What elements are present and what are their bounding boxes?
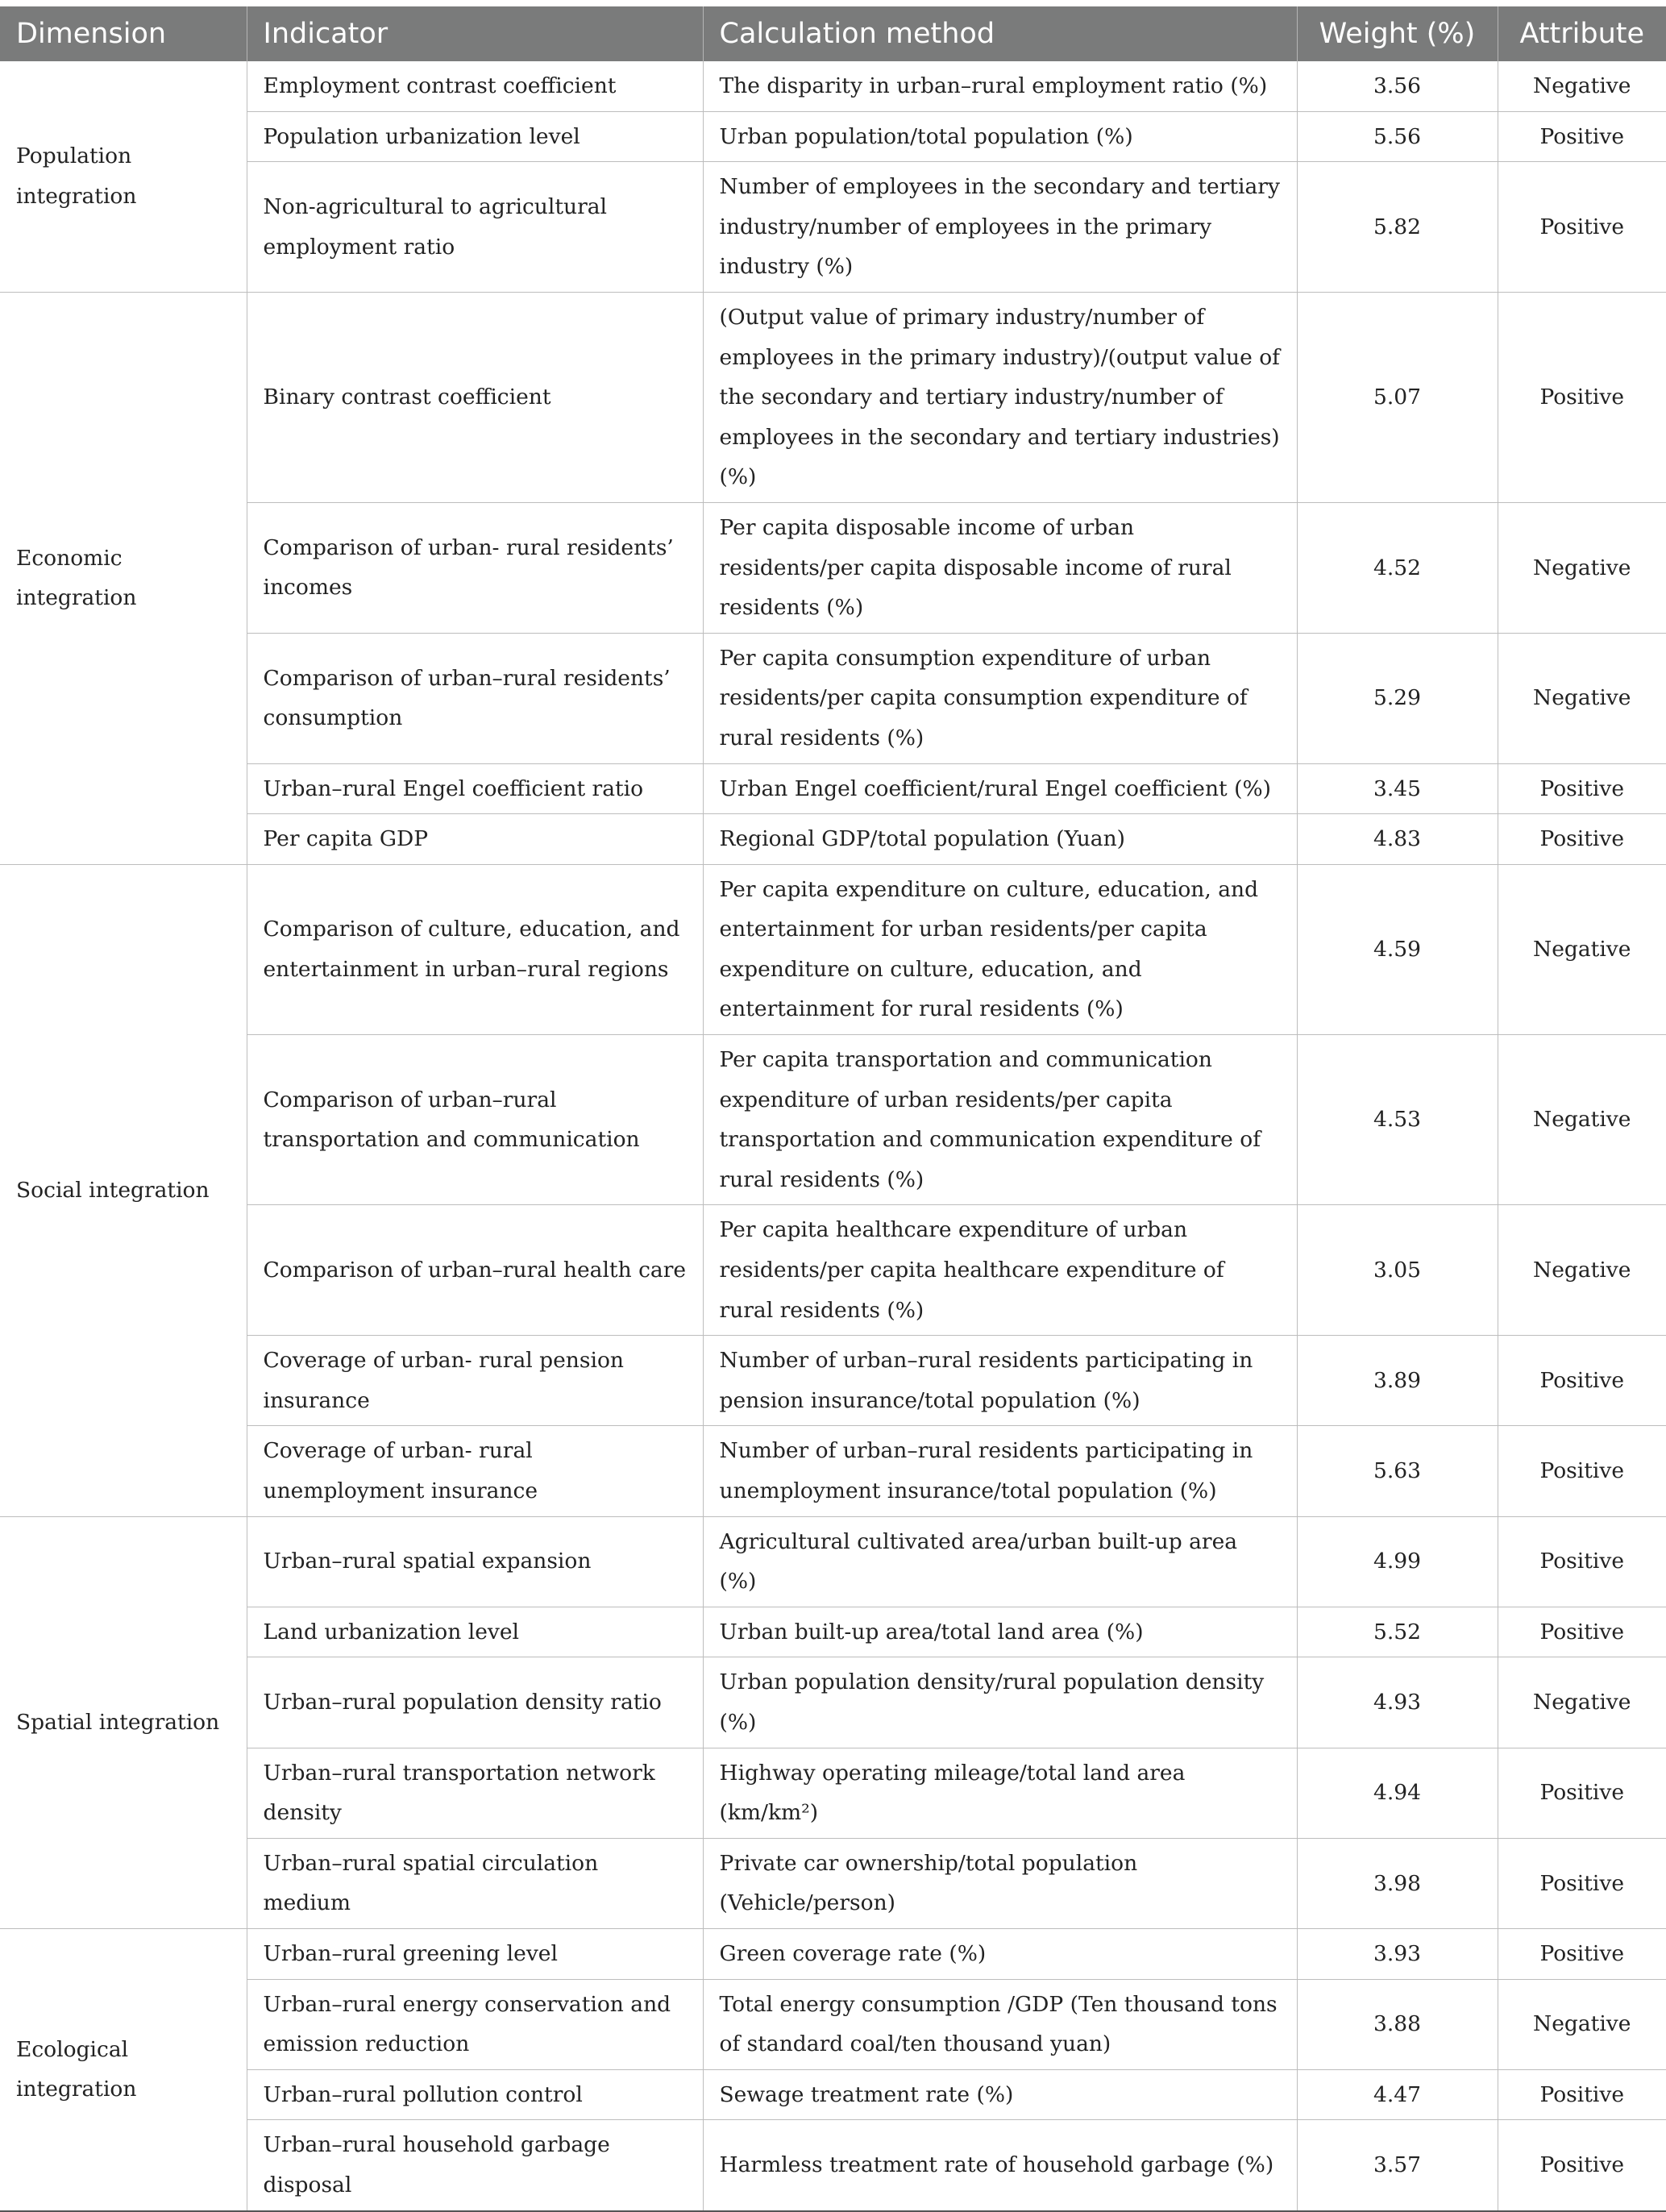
- indicator-cell: Urban–rural transportation network density: [247, 1748, 703, 1838]
- indicator-system-table: [0, 6, 1666, 2212]
- attribute-cell: Positive: [1498, 1928, 1666, 1979]
- weight-cell: 4.93: [1297, 1657, 1498, 1748]
- dimension-cell: Ecological integration: [0, 1928, 247, 2210]
- weight-cell: 4.94: [1297, 1748, 1498, 1838]
- weight-cell: 5.82: [1297, 162, 1498, 293]
- weight-cell: 3.45: [1297, 763, 1498, 814]
- weight-cell: 3.93: [1297, 1928, 1498, 1979]
- weight-cell: 5.29: [1297, 633, 1498, 763]
- weight-cell: 5.52: [1297, 1607, 1498, 1657]
- calculation-method-cell: Per capita disposable income of urban residents/per capita disposable income of rural residents (%): [703, 502, 1297, 633]
- attribute-cell: Negative: [1498, 864, 1666, 1034]
- indicator-cell: Employment contrast coefficient: [247, 61, 703, 111]
- calculation-method-cell: Urban built-up area/total land area (%): [703, 1607, 1297, 1657]
- table-body: [0, 61, 1666, 2211]
- table-row: [0, 763, 1666, 814]
- table-row: [0, 1516, 1666, 1607]
- indicator-cell: Urban–rural population density ratio: [247, 1657, 703, 1748]
- attribute-cell: Positive: [1498, 2120, 1666, 2211]
- header-indicator: Indicator: [247, 6, 703, 61]
- calculation-method-cell: Private car ownership/total population (Vehicle/person): [703, 1838, 1297, 1928]
- dimension-cell: Economic integration: [0, 292, 247, 864]
- attribute-cell: Negative: [1498, 502, 1666, 633]
- table-row: [0, 814, 1666, 865]
- attribute-cell: Positive: [1498, 763, 1666, 814]
- indicator-cell: Urban–rural spatial expansion: [247, 1516, 703, 1607]
- attribute-cell: Positive: [1498, 162, 1666, 293]
- indicator-cell: Urban–rural greening level: [247, 1928, 703, 1979]
- dimension-cell: Spatial integration: [0, 1516, 247, 1928]
- calculation-method-cell: Total energy consumption /GDP (Ten thousand tons of standard coal/ten thousand yuan): [703, 1979, 1297, 2069]
- table-row: [0, 1426, 1666, 1516]
- calculation-method-cell: Per capita transportation and communication expenditure of urban residents/per capita transportation and communication expenditure of rural residents (%): [703, 1035, 1297, 1205]
- table-row: [0, 1979, 1666, 2069]
- table-row: [0, 864, 1666, 1034]
- table-row: [0, 633, 1666, 763]
- calculation-method-cell: Green coverage rate (%): [703, 1928, 1297, 1979]
- table-row: [0, 61, 1666, 111]
- attribute-cell: Positive: [1498, 111, 1666, 162]
- indicator-cell: Comparison of urban–rural health care: [247, 1205, 703, 1336]
- table-row: [0, 1748, 1666, 1838]
- weight-cell: 5.63: [1297, 1426, 1498, 1516]
- attribute-cell: Positive: [1498, 1748, 1666, 1838]
- calculation-method-cell: Regional GDP/total population (Yuan): [703, 814, 1297, 865]
- indicator-cell: Urban–rural pollution control: [247, 2069, 703, 2120]
- indicator-cell: Binary contrast coefficient: [247, 292, 703, 502]
- dimension-cell: Social integration: [0, 864, 247, 1516]
- attribute-cell: Negative: [1498, 633, 1666, 763]
- attribute-cell: Negative: [1498, 1657, 1666, 1748]
- weight-cell: 4.47: [1297, 2069, 1498, 2120]
- calculation-method-cell: Urban Engel coefficient/rural Engel coefficient (%): [703, 763, 1297, 814]
- attribute-cell: Positive: [1498, 1336, 1666, 1426]
- indicator-cell: Land urbanization level: [247, 1607, 703, 1657]
- weight-cell: 3.56: [1297, 61, 1498, 111]
- attribute-cell: Positive: [1498, 1607, 1666, 1657]
- weight-cell: 4.99: [1297, 1516, 1498, 1607]
- table-row: [0, 1205, 1666, 1336]
- calculation-method-cell: Agricultural cultivated area/urban built-up area (%): [703, 1516, 1297, 1607]
- attribute-cell: Negative: [1498, 1205, 1666, 1336]
- header-attribute: Attribute: [1498, 6, 1666, 61]
- indicator-cell: Urban–rural spatial circulation medium: [247, 1838, 703, 1928]
- calculation-method-cell: Urban population density/rural population density (%): [703, 1657, 1297, 1748]
- indicator-cell: Urban–rural Engel coefficient ratio: [247, 763, 703, 814]
- attribute-cell: Positive: [1498, 1426, 1666, 1516]
- calculation-method-cell: Urban population/total population (%): [703, 111, 1297, 162]
- dimension-cell: Population integration: [0, 61, 247, 292]
- weight-cell: 3.57: [1297, 2120, 1498, 2211]
- attribute-cell: Negative: [1498, 1035, 1666, 1205]
- table-row: [0, 162, 1666, 293]
- calculation-method-cell: The disparity in urban–rural employment ratio (%): [703, 61, 1297, 111]
- indicator-cell: Comparison of urban–rural residents’ consumption: [247, 633, 703, 763]
- calculation-method-cell: Number of urban–rural residents participating in pension insurance/total population (%): [703, 1336, 1297, 1426]
- indicator-table-container: [0, 6, 1666, 2212]
- header-dimension: Dimension: [0, 6, 247, 61]
- attribute-cell: Positive: [1498, 2069, 1666, 2120]
- calculation-method-cell: Per capita healthcare expenditure of urban residents/per capita healthcare expenditure of rural residents (%): [703, 1205, 1297, 1336]
- weight-cell: 3.88: [1297, 1979, 1498, 2069]
- calculation-method-cell: Sewage treatment rate (%): [703, 2069, 1297, 2120]
- table-row: [0, 1928, 1666, 1979]
- table-row: [0, 111, 1666, 162]
- indicator-cell: Urban–rural household garbage disposal: [247, 2120, 703, 2211]
- calculation-method-cell: Number of urban–rural residents participating in unemployment insurance/total population (%): [703, 1426, 1297, 1516]
- table-row: [0, 1607, 1666, 1657]
- indicator-cell: Urban–rural energy conservation and emission reduction: [247, 1979, 703, 2069]
- indicator-cell: Per capita GDP: [247, 814, 703, 865]
- indicator-cell: Comparison of urban–rural transportation and communication: [247, 1035, 703, 1205]
- attribute-cell: Positive: [1498, 292, 1666, 502]
- indicator-cell: Non-agricultural to agricultural employment ratio: [247, 162, 703, 293]
- weight-cell: 4.59: [1297, 864, 1498, 1034]
- indicator-cell: Population urbanization level: [247, 111, 703, 162]
- calculation-method-cell: Per capita expenditure on culture, education, and entertainment for urban residents/per capita expenditure on culture, education, and entertainment for rural residents (%): [703, 864, 1297, 1034]
- indicator-cell: Coverage of urban- rural pension insurance: [247, 1336, 703, 1426]
- header-weight: Weight (%): [1297, 6, 1498, 61]
- attribute-cell: Positive: [1498, 1838, 1666, 1928]
- table-row: [0, 292, 1666, 502]
- calculation-method-cell: Harmless treatment rate of household garbage (%): [703, 2120, 1297, 2211]
- weight-cell: 5.56: [1297, 111, 1498, 162]
- table-row: [0, 1838, 1666, 1928]
- table-header: [0, 6, 1666, 61]
- header-row: [0, 6, 1666, 61]
- table-row: [0, 502, 1666, 633]
- indicator-cell: Coverage of urban- rural unemployment insurance: [247, 1426, 703, 1516]
- calculation-method-cell: (Output value of primary industry/number of employees in the primary industry)/(output value of the secondary and tertiary industry/number of employees in the secondary and tertiary industries) (%): [703, 292, 1297, 502]
- calculation-method-cell: Per capita consumption expenditure of urban residents/per capita consumption expenditure of rural residents (%): [703, 633, 1297, 763]
- table-row: [0, 1657, 1666, 1748]
- indicator-cell: Comparison of culture, education, and entertainment in urban–rural regions: [247, 864, 703, 1034]
- calculation-method-cell: Highway operating mileage/total land area (km/km²): [703, 1748, 1297, 1838]
- attribute-cell: Negative: [1498, 61, 1666, 111]
- weight-cell: 3.89: [1297, 1336, 1498, 1426]
- weight-cell: 3.05: [1297, 1205, 1498, 1336]
- attribute-cell: Positive: [1498, 814, 1666, 865]
- weight-cell: 5.07: [1297, 292, 1498, 502]
- attribute-cell: Positive: [1498, 1516, 1666, 1607]
- calculation-method-cell: Number of employees in the secondary and tertiary industry/number of employees in the primary industry (%): [703, 162, 1297, 293]
- weight-cell: 4.52: [1297, 502, 1498, 633]
- weight-cell: 3.98: [1297, 1838, 1498, 1928]
- table-row: [0, 2120, 1666, 2211]
- header-calculation-method: Calculation method: [703, 6, 1297, 61]
- table-row: [0, 1336, 1666, 1426]
- weight-cell: 4.53: [1297, 1035, 1498, 1205]
- attribute-cell: Negative: [1498, 1979, 1666, 2069]
- table-row: [0, 1035, 1666, 1205]
- indicator-cell: Comparison of urban- rural residents’ incomes: [247, 502, 703, 633]
- table-row: [0, 2069, 1666, 2120]
- weight-cell: 4.83: [1297, 814, 1498, 865]
